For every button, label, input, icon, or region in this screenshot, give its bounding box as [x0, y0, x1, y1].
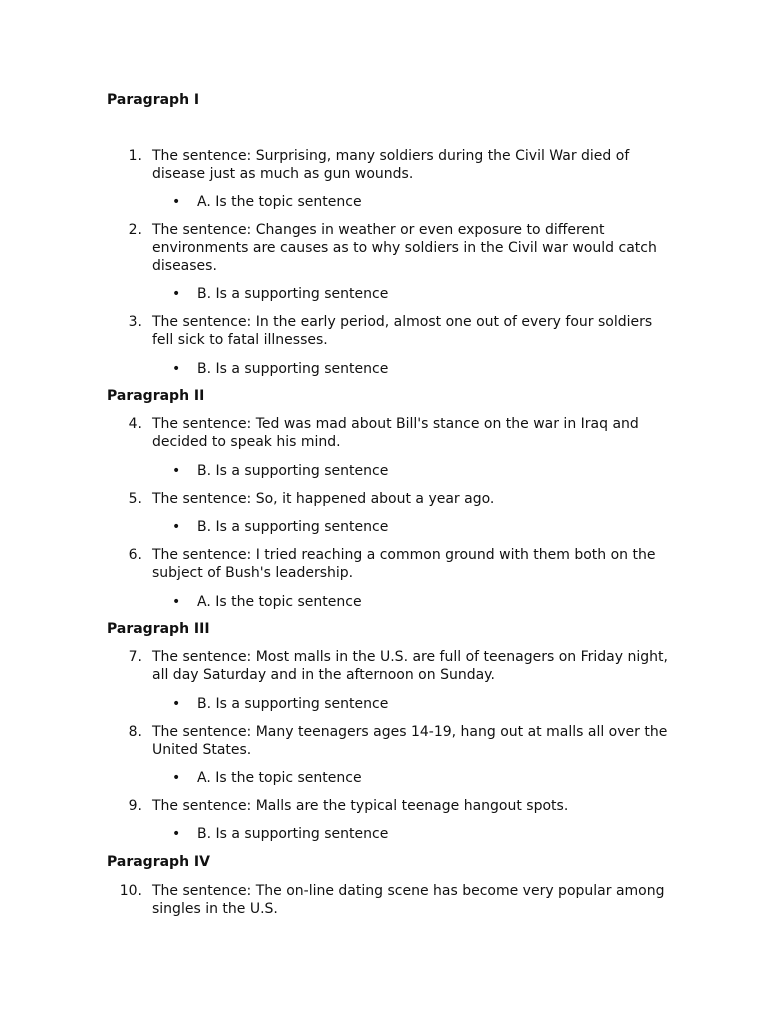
item-sentence: The sentence: Most malls in the U.S. are full of teenagers on Friday night, all day Saturday and in the afternoon on Sunday. — [152, 649, 668, 683]
item-number: 5. — [128, 491, 142, 507]
bullet-icon: • — [172, 519, 181, 535]
item-number: 4. — [128, 416, 142, 432]
item-number: 9. — [128, 798, 142, 814]
bullet-icon: • — [172, 594, 181, 610]
item-number: 7. — [128, 649, 142, 665]
item-sentence: The sentence: Changes in weather or even exposure to different environments are causes as to why soldiers in the Civil war would catch diseases. — [152, 222, 657, 274]
paragraph-heading: Paragraph III — [107, 621, 210, 637]
bullet-icon: • — [172, 770, 181, 786]
bullet-icon: • — [172, 194, 181, 210]
bullet-icon: • — [172, 696, 181, 712]
item-number: 2. — [128, 222, 142, 238]
answer-text: B. Is a supporting sentence — [197, 463, 389, 479]
paragraph-heading: Paragraph II — [107, 388, 205, 404]
bullet-icon: • — [172, 826, 181, 842]
answer-text: B. Is a supporting sentence — [197, 826, 389, 842]
item-sentence: The sentence: The on-line dating scene has become very popular among singles in the U.S. — [152, 883, 665, 917]
paragraph-heading: Paragraph I — [107, 92, 200, 108]
bullet-icon: • — [172, 463, 181, 479]
answer-text: B. Is a supporting sentence — [197, 519, 389, 535]
item-sentence: The sentence: Ted was mad about Bill's stance on the war in Iraq and decided to speak his mind. — [152, 416, 639, 450]
answer-text: A. Is the topic sentence — [197, 594, 362, 610]
item-sentence: The sentence: I tried reaching a common ground with them both on the subject of Bush's leadership. — [152, 547, 656, 581]
item-number: 3. — [128, 314, 142, 330]
item-number: 6. — [128, 547, 142, 563]
item-number: 8. — [128, 724, 142, 740]
answer-text: B. Is a supporting sentence — [197, 361, 389, 377]
item-sentence: The sentence: In the early period, almost one out of every four soldiers fell sick to fatal illnesses. — [152, 314, 653, 348]
item-sentence: The sentence: So, it happened about a year ago. — [152, 491, 495, 507]
item-sentence: The sentence: Malls are the typical teenage hangout spots. — [152, 798, 569, 814]
answer-text: B. Is a supporting sentence — [197, 286, 389, 302]
answer-text: A. Is the topic sentence — [197, 770, 362, 786]
answer-text: B. Is a supporting sentence — [197, 696, 389, 712]
item-number: 10. — [119, 883, 142, 899]
paragraph-heading: Paragraph IV — [107, 854, 210, 870]
item-number: 1. — [128, 148, 142, 164]
answer-text: A. Is the topic sentence — [197, 194, 362, 210]
bullet-icon: • — [172, 361, 181, 377]
item-sentence: The sentence: Surprising, many soldiers during the Civil War died of disease just as much as gun wounds. — [152, 148, 630, 182]
bullet-icon: • — [172, 286, 181, 302]
item-sentence: The sentence: Many teenagers ages 14-19, hang out at malls all over the United States. — [152, 724, 668, 758]
